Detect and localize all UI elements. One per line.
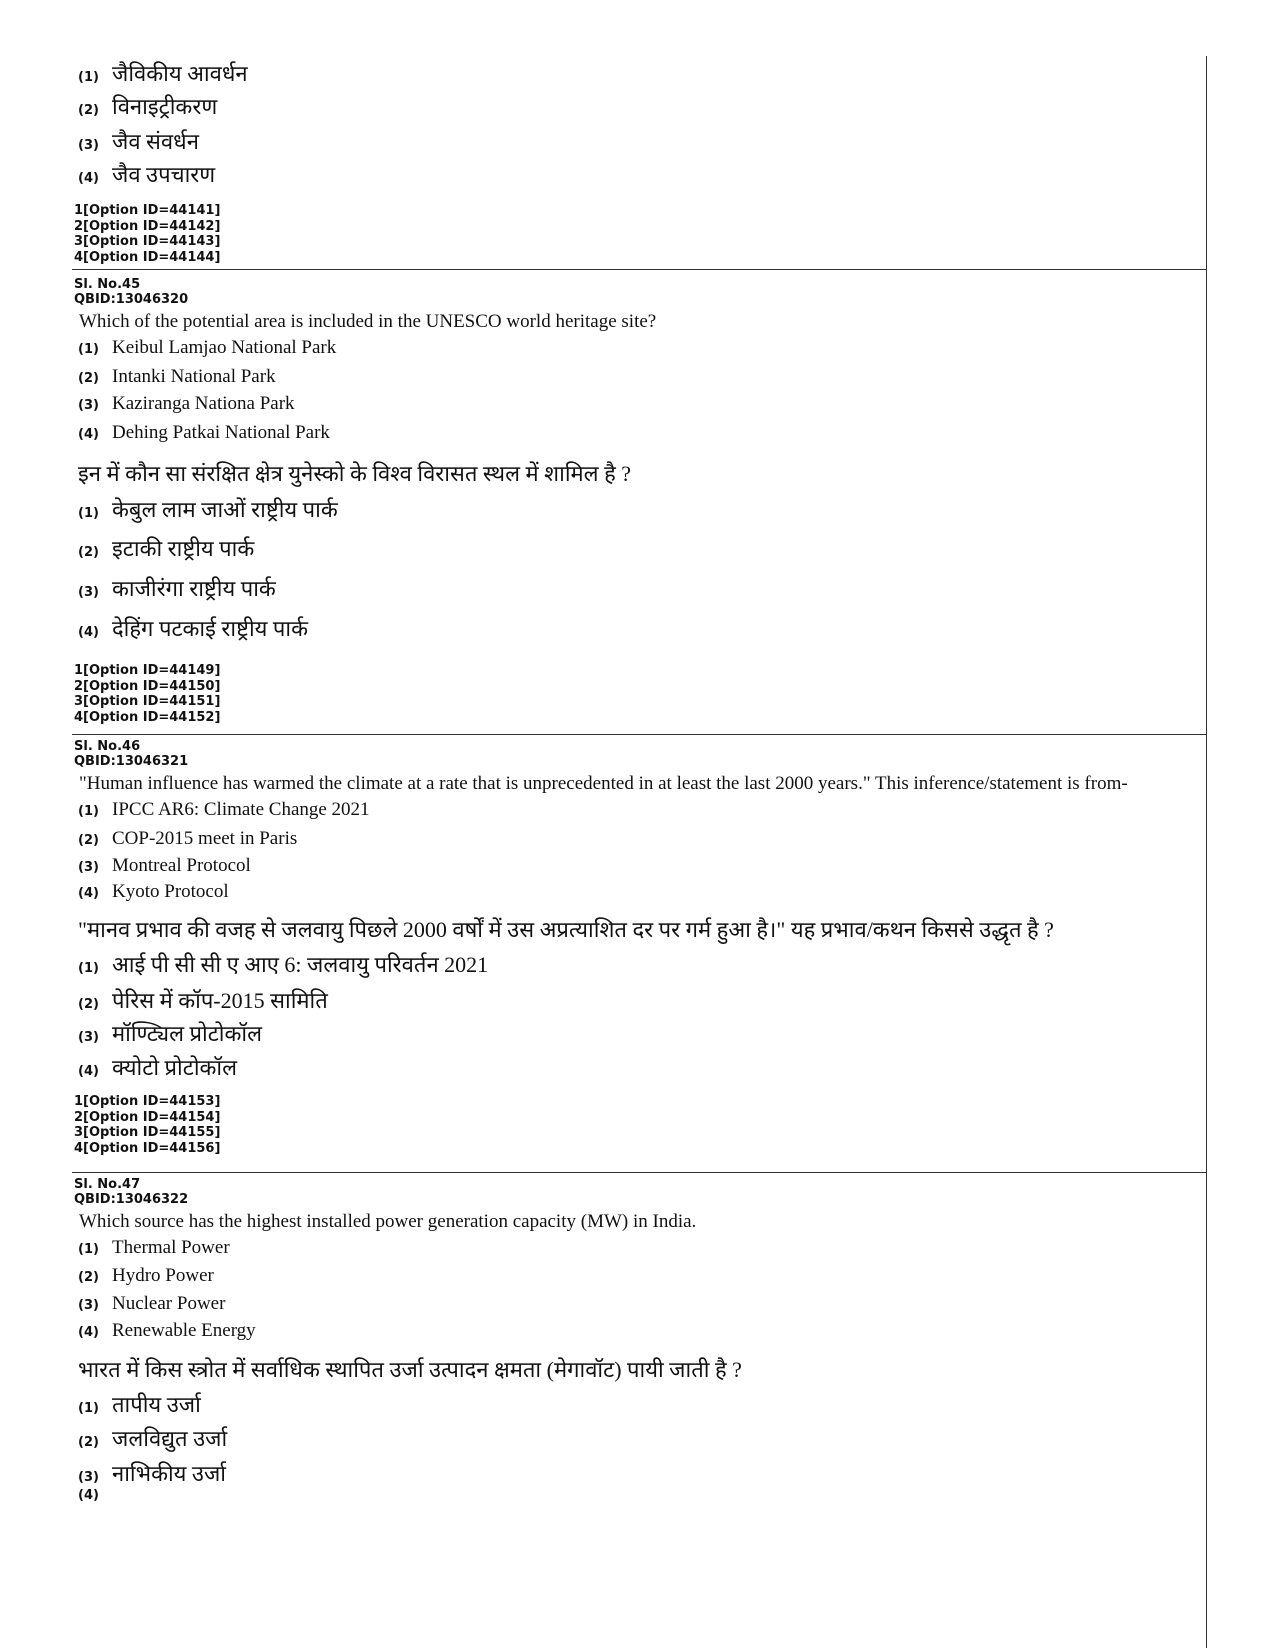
option-number: (1) — [78, 1242, 99, 1257]
option-text: नाभिकीय उर्जा — [112, 1461, 227, 1486]
option-en-2 — [72, 1265, 1206, 1293]
option-hi-1 — [72, 58, 1206, 91]
option-hi-2 — [72, 1423, 1206, 1458]
serial-number: Sl. No.46 — [74, 739, 141, 754]
option-hi-1 — [72, 949, 1206, 985]
option-number: (4) — [78, 886, 99, 901]
option-id: 1[Option ID=44149] — [74, 663, 221, 678]
option-number: (1) — [78, 506, 99, 521]
option-hi-4 — [72, 1052, 1206, 1094]
option-number: (3) — [78, 585, 99, 600]
option-id: 2[Option ID=44142] — [74, 218, 221, 234]
option-number: (4) — [78, 1488, 99, 1503]
option-number: (4) — [78, 427, 99, 442]
option-text: केबुल लाम जाओं राष्ट्रीय पार्क — [112, 497, 338, 522]
option-number: (3) — [78, 138, 99, 153]
option-number: (3) — [78, 1470, 99, 1485]
option-en-3 — [72, 855, 1206, 881]
option-text: जलविद्युत उर्जा — [112, 1426, 228, 1451]
question-text-hi: "मानव प्रभाव की वजह से जलवायु पिछले 2000 वर्षों में उस अप्रत्याशित दर पर गर्म हुआ है।" यह प्रभाव/कथन किससे उद्धृत है ? — [78, 917, 1054, 942]
qbid: QBID:13046320 — [74, 292, 189, 307]
question-block-44 — [72, 56, 1206, 270]
option-text: विनाइट्रीकरण — [112, 94, 218, 119]
option-text: Thermal Power — [112, 1237, 230, 1258]
option-id: 4[Option ID=44156] — [74, 1140, 221, 1156]
option-en-2 — [72, 366, 1206, 393]
question-block-46 — [72, 735, 1206, 1173]
option-text: Renewable Energy — [112, 1320, 256, 1341]
option-number: (1) — [78, 70, 99, 85]
option-en-2 — [72, 828, 1206, 855]
serial-number: Sl. No.45 — [74, 277, 141, 292]
option-en-4 — [72, 1320, 1206, 1351]
option-en-1 — [72, 337, 1206, 366]
option-number: (4) — [78, 1064, 99, 1079]
option-en-1 — [72, 1237, 1206, 1265]
option-id: 4[Option ID=44152] — [74, 709, 221, 725]
option-text: इटाकी राष्ट्रीय पार्क — [112, 536, 255, 561]
option-text: Keibul Lamjao National Park — [112, 337, 337, 358]
option-hi-3 — [72, 126, 1206, 159]
option-text: काजीरंगा राष्ट्रीय पार्क — [112, 576, 276, 601]
option-hi-2 — [72, 985, 1206, 1018]
option-number: (3) — [78, 860, 99, 875]
option-text: Intanki National Park — [112, 366, 276, 387]
option-number: (3) — [78, 1298, 99, 1313]
question-text-en: Which source has the highest installed power generation capacity (MW) in India. — [79, 1211, 697, 1232]
option-number: (3) — [78, 398, 99, 413]
option-number: (2) — [78, 103, 99, 118]
option-number: (4) — [78, 171, 99, 186]
option-id: 3[Option ID=44143] — [74, 234, 221, 250]
option-id: 4[Option ID=44144] — [74, 249, 221, 265]
option-hi-2 — [72, 91, 1206, 126]
qbid: QBID:13046321 — [74, 754, 189, 769]
question-block-45 — [72, 270, 1206, 735]
option-ids — [74, 203, 1206, 265]
serial-number: Sl. No.47 — [74, 1177, 141, 1192]
question-text-en: "Human influence has warmed the climate at a rate that is unprecedented in at least the last 2000 years." This inference/statement is from- — [79, 773, 1128, 794]
option-number: (1) — [78, 961, 99, 976]
option-en-1 — [72, 799, 1206, 828]
option-text: देहिंग पटकाई राष्ट्रीय पार्क — [112, 616, 309, 641]
option-number: (2) — [78, 1270, 99, 1285]
option-id: 1[Option ID=44141] — [74, 203, 221, 218]
option-text: Nuclear Power — [112, 1293, 226, 1314]
option-text: IPCC AR6: Climate Change 2021 — [112, 799, 370, 820]
option-number: (4) — [78, 625, 99, 640]
option-text: Hydro Power — [112, 1265, 214, 1286]
question-text-hi: इन में कौन सा संरक्षित क्षेत्र युनेस्को के विश्व विरासत स्थल में शामिल है ? — [78, 461, 632, 486]
option-text: आई पी सी सी ए आए 6: जलवायु परिवर्तन 2021 — [112, 952, 489, 977]
option-hi-4 — [72, 159, 1206, 203]
question-text-en: Which of the potential area is included in the UNESCO world heritage site? — [79, 311, 657, 332]
option-hi-3 — [72, 1458, 1206, 1488]
option-text: COP-2015 meet in Paris — [112, 828, 298, 849]
option-ids — [74, 663, 1206, 725]
option-id: 1[Option ID=44153] — [74, 1094, 221, 1109]
option-hi-2 — [72, 533, 1206, 573]
question-text-hi: भारत में किस स्त्रोत में सर्वाधिक स्थापित उर्जा उत्पादन क्षमता (मेगावॉट) पायी जाती है ? — [78, 1357, 742, 1382]
option-text: तापीय उर्जा — [112, 1392, 201, 1417]
option-number: (1) — [78, 1401, 99, 1416]
option-number: (2) — [78, 545, 99, 560]
option-hi-1 — [72, 1389, 1206, 1423]
option-number: (3) — [78, 1030, 99, 1045]
option-text: क्योटो प्रोटोकॉल — [112, 1055, 238, 1080]
option-text: जैव उपचारण — [112, 162, 216, 187]
option-text: पेरिस में कॉप-2015 सामिति — [112, 988, 328, 1013]
option-id: 3[Option ID=44155] — [74, 1125, 221, 1141]
option-en-4 — [72, 422, 1206, 454]
option-id: 2[Option ID=44154] — [74, 1109, 221, 1125]
qbid: QBID:13046322 — [74, 1192, 189, 1207]
option-number: (2) — [78, 833, 99, 848]
option-text: मॉण्ट्यिल प्रोटोकॉल — [112, 1021, 263, 1046]
option-hi-4 — [72, 613, 1206, 663]
option-en-4 — [72, 881, 1206, 911]
option-text: Montreal Protocol — [112, 855, 251, 876]
option-ids — [74, 1094, 1206, 1156]
option-hi-1 — [72, 494, 1206, 533]
option-text: जैव संवर्धन — [112, 129, 199, 154]
option-text: Dehing Patkai National Park — [112, 422, 330, 443]
option-number: (1) — [78, 804, 99, 819]
option-number: (4) — [78, 1325, 99, 1340]
question-block-47 — [72, 1173, 1206, 1648]
option-number: (1) — [78, 342, 99, 357]
option-en-3 — [72, 393, 1206, 422]
option-hi-3 — [72, 573, 1206, 613]
option-number: (2) — [78, 1435, 99, 1450]
option-hi-4 — [72, 1488, 1206, 1512]
option-en-3 — [72, 1293, 1206, 1320]
option-number: (2) — [78, 997, 99, 1012]
question-paper — [72, 56, 1207, 1648]
option-id: 2[Option ID=44150] — [74, 678, 221, 694]
option-text: Kaziranga Nationa Park — [112, 393, 295, 414]
option-number: (2) — [78, 371, 99, 386]
option-text: Kyoto Protocol — [112, 881, 229, 902]
option-text: जैविकीय आवर्धन — [112, 61, 248, 86]
option-id: 3[Option ID=44151] — [74, 694, 221, 710]
option-hi-3 — [72, 1018, 1206, 1052]
